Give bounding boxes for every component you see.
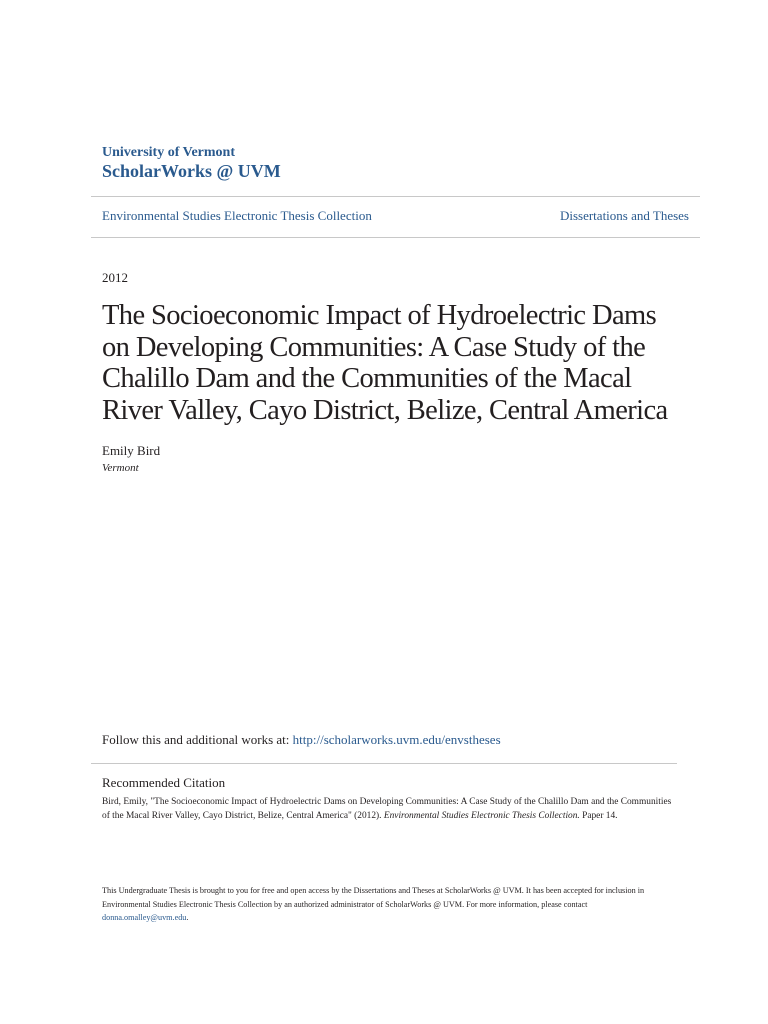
publication-year: 2012 (102, 270, 128, 285)
contact-email-link[interactable]: donna.omalley@uvm.edu (102, 913, 187, 922)
citation-heading: Recommended Citation (102, 775, 226, 790)
author-name: Emily Bird (102, 443, 161, 458)
notice-end: . (186, 913, 189, 922)
repository-name[interactable]: ScholarWorks @ UVM (102, 161, 281, 181)
author-affiliation: Vermont (102, 462, 139, 474)
institution-name[interactable]: University of Vermont (102, 145, 235, 160)
top-divider (91, 196, 700, 197)
collection-link[interactable]: Environmental Studies Electronic Thesis Collection (102, 208, 372, 223)
notice-text: This Undergraduate Thesis is brought to you for free and open access by the Dissertations and Theses at ScholarWorks @ UVM. It has been accepted for inclusion in Environmental Studies Electronic Thesis Collection by an authorized administrator of ScholarWorks @ UVM. For more information, please contact (102, 886, 645, 909)
series-link[interactable]: Dissertations and Theses (559, 208, 689, 223)
follow-label: Follow this and additional works at: (102, 732, 290, 747)
citation-journal: Environmental Studies Electronic Thesis Collection. (383, 810, 580, 821)
follow-url-link[interactable]: http://scholarworks.uvm.edu/envstheses (292, 732, 501, 747)
document-title: The Socioeconomic Impact of Hydroelectric Dams on Developing Communities: A Case Study of the Chalillo Dam and the Communities of the Macal River Valley, Cayo District, Belize, Central America (102, 300, 668, 426)
access-notice (102, 884, 672, 925)
nav-divider (91, 237, 700, 238)
follow-line (102, 732, 501, 748)
citation-paper: Paper 14. (582, 810, 618, 821)
citation-text (102, 796, 672, 823)
citation-divider (91, 763, 677, 764)
citation-main: Bird, Emily, "The Socioeconomic Impact of Hydroelectric Dams on Developing Communities: A Case Study of the Chalillo Dam and the Communities of the Macal River Valley, Cayo District, Belize, Central America" (2012). (102, 797, 672, 821)
